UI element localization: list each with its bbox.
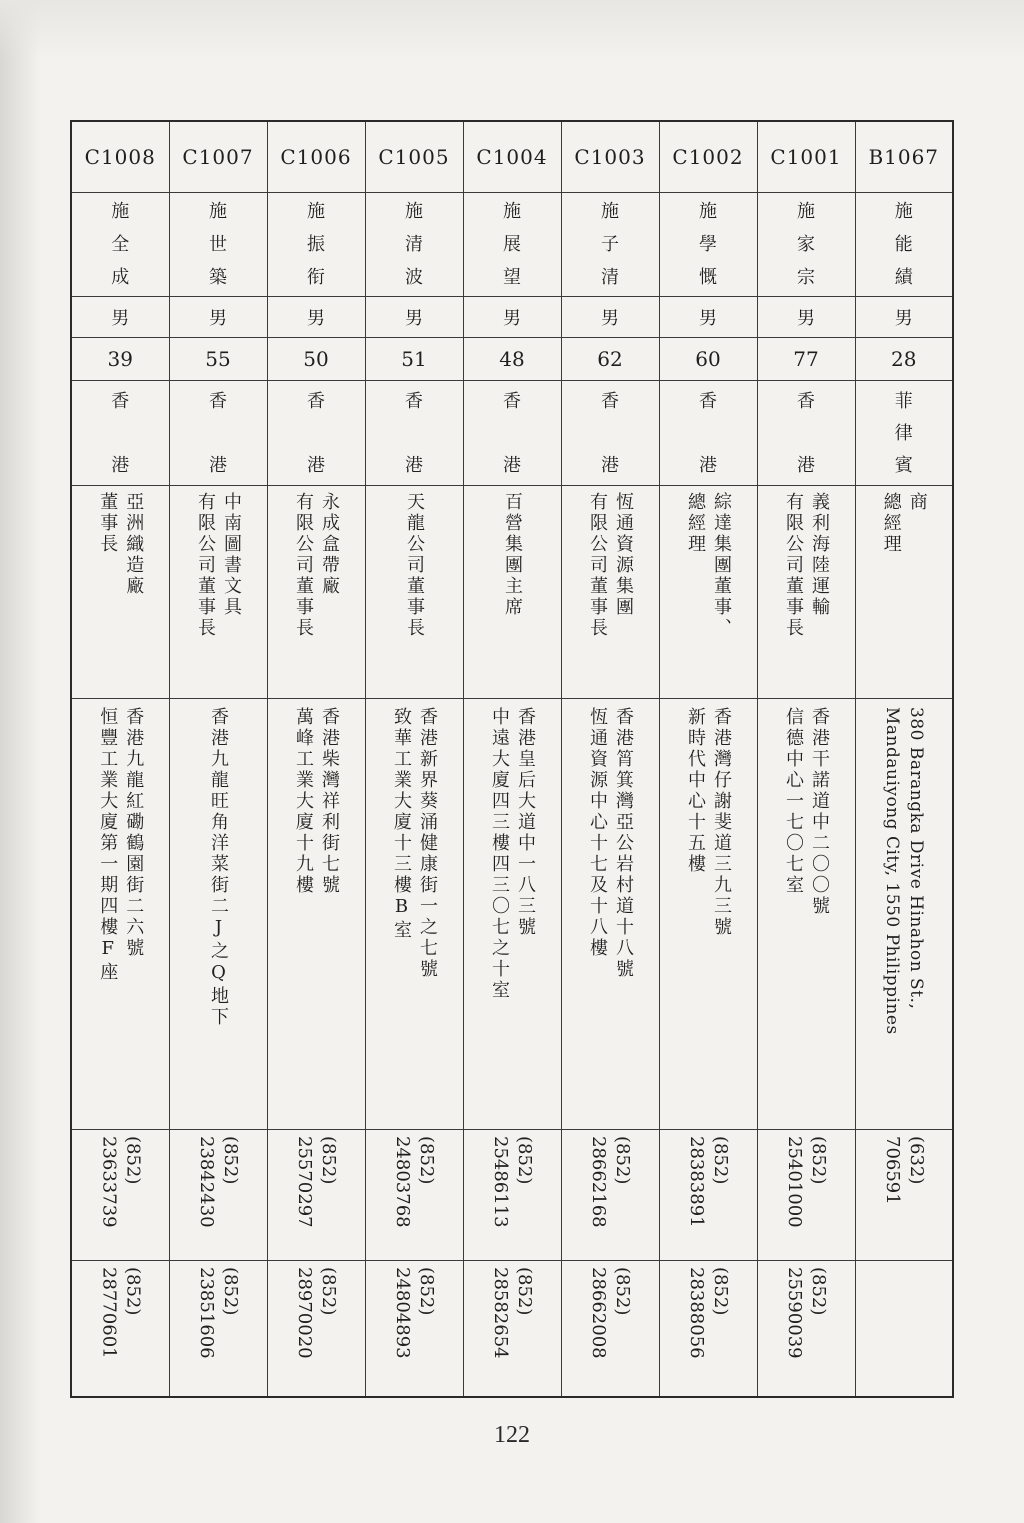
place-char: 港	[405, 455, 423, 476]
title-line: 中南圖書文具	[221, 492, 242, 618]
record-id: C1006	[280, 145, 352, 169]
record-place	[562, 381, 659, 477]
record-place	[758, 381, 855, 477]
record-title-cell	[463, 486, 561, 699]
phone-line: (852)	[612, 1136, 633, 1185]
record-sex-cell	[463, 297, 561, 338]
record-title-cell	[365, 486, 463, 699]
record-age: 77	[793, 347, 819, 371]
record-name	[268, 193, 365, 296]
name-char: 清	[405, 234, 423, 255]
record-id-cell	[267, 121, 365, 193]
address-line: 中遠大廈四三樓四三〇七之十室	[489, 707, 510, 1001]
phone-line: 28383891	[686, 1136, 707, 1228]
address-line: 萬峰工業大廈十九樓	[293, 707, 314, 896]
record-address	[486, 707, 538, 1125]
record-id: B1067	[868, 145, 940, 169]
record-id: C1001	[770, 145, 842, 169]
record-phone	[292, 1136, 340, 1256]
address-line: 恆通資源中心十七及十八樓	[587, 707, 608, 959]
record-fax	[782, 1267, 830, 1392]
place-char: 香	[111, 391, 130, 412]
record-sex-cell	[855, 297, 953, 338]
record-address-cell	[463, 699, 561, 1130]
record-address-cell	[169, 699, 267, 1130]
record-place	[366, 381, 463, 477]
fax-line: 28582654	[490, 1267, 511, 1359]
page-top-shadow	[0, 0, 1024, 60]
row-place	[71, 381, 953, 486]
row-id	[71, 121, 953, 193]
name-char: 績	[894, 267, 913, 288]
address-line: 380 Barangka Drive Hinahon St.,	[905, 707, 926, 1010]
record-place-cell	[71, 381, 169, 486]
record-age-cell	[757, 338, 855, 381]
name-char: 家	[797, 234, 815, 255]
record-phone	[684, 1136, 732, 1256]
record-name-cell	[463, 193, 561, 297]
page-edge-shadow	[0, 0, 40, 1523]
record-sex-cell	[757, 297, 855, 338]
address-line: 香港干諾道中二〇〇號	[809, 707, 830, 917]
address-line: 致華工業大廈十三樓B室	[391, 707, 412, 941]
record-place-cell	[659, 381, 757, 486]
record-age: 60	[695, 347, 721, 371]
record-fax	[292, 1267, 340, 1392]
record-name-cell	[365, 193, 463, 297]
fax-line: 24804893	[392, 1267, 413, 1359]
record-fax-cell	[757, 1261, 855, 1398]
record-fax-cell	[169, 1261, 267, 1398]
name-char: 展	[503, 234, 521, 255]
record-address-cell	[855, 699, 953, 1130]
record-place	[268, 381, 365, 477]
record-address-cell	[659, 699, 757, 1130]
record-id: C1005	[378, 145, 450, 169]
address-line: 香港筲箕灣亞公岩村道十八號	[613, 707, 634, 980]
address-line: 香港灣仔謝斐道三九三號	[711, 707, 732, 938]
place-char: 港	[111, 455, 130, 476]
record-fax	[586, 1267, 634, 1392]
phone-line: 23633739	[98, 1136, 120, 1228]
record-phone	[782, 1136, 830, 1256]
record-id: C1008	[84, 145, 156, 169]
record-fax-cell	[659, 1261, 757, 1398]
record-fax-cell	[365, 1261, 463, 1398]
record-id: C1002	[672, 145, 744, 169]
record-age-cell	[855, 338, 953, 381]
place-char: 港	[601, 455, 619, 476]
record-age: 39	[107, 347, 133, 371]
address-line: 香港九龍紅磡鶴園街二六號	[123, 707, 145, 959]
title-line: 有限公司董事長	[587, 492, 608, 639]
record-title	[290, 492, 342, 694]
record-address-cell	[561, 699, 659, 1130]
phone-line: 23842430	[196, 1136, 217, 1228]
record-name	[72, 193, 169, 296]
row-sex	[71, 297, 953, 338]
fax-line: 23851606	[196, 1267, 217, 1359]
record-sex: 男	[699, 308, 717, 329]
record-place-cell	[463, 381, 561, 486]
fax-line: 28388056	[686, 1267, 707, 1359]
record-fax-cell	[71, 1261, 169, 1398]
record-id: C1004	[476, 145, 548, 169]
record-place-cell	[267, 381, 365, 486]
record-name-cell	[855, 193, 953, 297]
record-title	[682, 492, 734, 694]
record-age: 48	[499, 347, 525, 371]
record-address-cell	[365, 699, 463, 1130]
record-fax-cell	[463, 1261, 561, 1398]
record-age-cell	[463, 338, 561, 381]
record-name-cell	[169, 193, 267, 297]
record-title-cell	[267, 486, 365, 699]
record-title	[192, 492, 244, 694]
place-char: 港	[797, 455, 815, 476]
fax-line: 28970020	[294, 1267, 315, 1359]
record-place-cell	[757, 381, 855, 486]
record-fax	[194, 1267, 242, 1392]
place-char: 香	[699, 391, 717, 412]
record-fax-cell	[267, 1261, 365, 1398]
record-name	[366, 193, 463, 296]
record-address	[205, 707, 231, 1125]
record-place	[170, 381, 267, 477]
record-fax	[488, 1267, 536, 1392]
place-char: 港	[503, 455, 521, 476]
record-name-cell	[757, 193, 855, 297]
record-id: C1003	[574, 145, 646, 169]
record-phone-cell	[463, 1130, 561, 1261]
record-sex-cell	[169, 297, 267, 338]
record-id-cell	[365, 121, 463, 193]
title-line: 恆通資源集團	[613, 492, 634, 618]
place-char: 港	[699, 455, 717, 476]
record-address	[584, 707, 636, 1125]
record-title-cell	[71, 486, 169, 699]
record-place-cell	[365, 381, 463, 486]
record-phone-cell	[757, 1130, 855, 1261]
phone-line: (632)	[905, 1136, 927, 1185]
phone-line: 25570297	[294, 1136, 315, 1228]
record-title-cell	[169, 486, 267, 699]
record-sex: 男	[503, 308, 521, 329]
title-line: 百營集團主席	[502, 492, 523, 618]
record-title	[499, 492, 525, 694]
name-char: 世	[209, 234, 227, 255]
record-id-cell	[463, 121, 561, 193]
page-number: 122	[494, 1422, 530, 1448]
record-title-cell	[855, 486, 953, 699]
record-address	[682, 707, 734, 1125]
record-age-cell	[169, 338, 267, 381]
record-age-cell	[365, 338, 463, 381]
record-title	[401, 492, 427, 694]
record-phone	[880, 1136, 928, 1256]
record-phone-cell	[169, 1130, 267, 1261]
row-address	[71, 699, 953, 1130]
title-line: 總經理	[880, 492, 902, 555]
name-char: 清	[601, 267, 619, 288]
address-line: 香港皇后大道中一八三號	[515, 707, 536, 938]
title-line: 有限公司董事長	[293, 492, 314, 639]
name-char: 全	[111, 234, 130, 255]
record-fax-cell	[855, 1261, 953, 1398]
record-name-cell	[561, 193, 659, 297]
record-sex: 男	[209, 308, 227, 329]
record-name-cell	[659, 193, 757, 297]
record-address-cell	[267, 699, 365, 1130]
record-name	[758, 193, 855, 296]
fax-line: (852)	[318, 1267, 339, 1316]
title-line: 商	[906, 492, 928, 513]
fax-line: (852)	[808, 1267, 829, 1316]
record-title-cell	[757, 486, 855, 699]
record-sex: 男	[111, 308, 130, 329]
fax-line: (852)	[514, 1267, 535, 1316]
address-line: Mandauiyong City, 1550 Philippines	[881, 707, 902, 1035]
record-name-cell	[71, 193, 169, 297]
record-title	[878, 492, 930, 694]
record-address	[880, 707, 928, 1125]
name-char: 能	[894, 234, 913, 255]
record-id-cell	[561, 121, 659, 193]
name-char: 慨	[699, 267, 717, 288]
record-phone-cell	[855, 1130, 953, 1261]
record-sex-cell	[561, 297, 659, 338]
phone-line: (852)	[710, 1136, 731, 1185]
record-sex-cell	[267, 297, 365, 338]
name-char: 振	[307, 234, 325, 255]
address-line: 信德中心一七〇七室	[783, 707, 804, 896]
record-id-cell	[169, 121, 267, 193]
title-line: 綜達集團董事、	[711, 492, 732, 639]
record-phone	[194, 1136, 242, 1256]
record-address	[290, 707, 342, 1125]
record-title	[94, 492, 146, 694]
record-fax	[684, 1267, 732, 1392]
fax-line: 28770601	[98, 1267, 120, 1359]
record-address	[388, 707, 440, 1125]
record-title	[780, 492, 832, 694]
title-line: 董事長	[97, 492, 119, 555]
phone-line: 25401000	[784, 1136, 805, 1228]
record-phone-cell	[267, 1130, 365, 1261]
record-place	[660, 381, 757, 477]
title-line: 天龍公司董事長	[404, 492, 425, 639]
name-char: 宗	[797, 267, 815, 288]
record-sex: 男	[405, 308, 423, 329]
phone-line: 24803768	[392, 1136, 413, 1228]
place-char: 香	[503, 391, 521, 412]
place-char: 賓	[894, 455, 913, 476]
record-age-cell	[267, 338, 365, 381]
title-line: 有限公司董事長	[783, 492, 804, 639]
row-phone	[71, 1130, 953, 1261]
name-char: 施	[601, 201, 619, 222]
record-title	[584, 492, 636, 694]
phone-line: (852)	[122, 1136, 144, 1185]
record-name	[464, 193, 561, 296]
record-place	[464, 381, 561, 477]
place-char: 香	[601, 391, 619, 412]
place-char: 香	[307, 391, 325, 412]
record-sex: 男	[797, 308, 815, 329]
record-fax	[390, 1267, 438, 1392]
record-place	[72, 381, 169, 477]
phone-line: (852)	[220, 1136, 241, 1185]
record-sex: 男	[601, 308, 619, 329]
name-char: 成	[111, 267, 130, 288]
record-sex-cell	[71, 297, 169, 338]
address-line: 新時代中心十五樓	[685, 707, 706, 875]
name-char: 施	[503, 201, 521, 222]
title-line: 總經理	[685, 492, 706, 555]
name-char: 衔	[307, 267, 325, 288]
phone-line: (852)	[514, 1136, 535, 1185]
registry-table	[70, 120, 954, 1398]
fax-line: 28662008	[588, 1267, 609, 1359]
name-char: 施	[209, 201, 227, 222]
record-phone	[390, 1136, 438, 1256]
record-id-cell	[855, 121, 953, 193]
phone-line: 25486113	[490, 1136, 511, 1228]
fax-line: 25590039	[784, 1267, 805, 1359]
record-name	[856, 193, 953, 296]
name-char: 望	[503, 267, 521, 288]
place-char: 港	[209, 455, 227, 476]
title-line: 義利海陸運輸	[809, 492, 830, 618]
place-char: 香	[209, 391, 227, 412]
record-place-cell	[169, 381, 267, 486]
record-phone	[488, 1136, 536, 1256]
place-char: 菲	[894, 391, 913, 412]
record-age: 51	[401, 347, 427, 371]
name-char: 施	[699, 201, 717, 222]
record-phone-cell	[71, 1130, 169, 1261]
address-line: 恒豐工業大廈第一期四樓F座	[97, 707, 119, 983]
phone-line: 706591	[881, 1136, 903, 1205]
record-fax	[96, 1267, 144, 1392]
name-char: 施	[894, 201, 913, 222]
record-name-cell	[267, 193, 365, 297]
record-id: C1007	[182, 145, 254, 169]
record-age: 62	[597, 347, 623, 371]
place-char: 港	[307, 455, 325, 476]
title-line: 亞洲織造廠	[123, 492, 145, 597]
phone-line: 28662168	[588, 1136, 609, 1228]
record-phone-cell	[365, 1130, 463, 1261]
record-name	[562, 193, 659, 296]
record-sex-cell	[365, 297, 463, 338]
address-line: 香港柴灣祥利街七號	[319, 707, 340, 896]
record-age-cell	[561, 338, 659, 381]
record-address	[780, 707, 832, 1125]
record-id-cell	[757, 121, 855, 193]
row-name	[71, 193, 953, 297]
name-char: 施	[111, 201, 130, 222]
record-address-cell	[71, 699, 169, 1130]
record-phone-cell	[659, 1130, 757, 1261]
phone-line: (852)	[808, 1136, 829, 1185]
record-fax	[892, 1267, 916, 1392]
fax-line: (852)	[710, 1267, 731, 1316]
record-place-cell	[561, 381, 659, 486]
phone-line: (852)	[318, 1136, 339, 1185]
name-char: 施	[307, 201, 325, 222]
record-age-cell	[659, 338, 757, 381]
name-char: 施	[405, 201, 423, 222]
fax-line: (852)	[416, 1267, 437, 1316]
name-char: 學	[699, 234, 717, 255]
row-title	[71, 486, 953, 699]
record-id-cell	[71, 121, 169, 193]
phone-line: (852)	[416, 1136, 437, 1185]
record-age: 50	[303, 347, 329, 371]
fax-line: (852)	[122, 1267, 144, 1316]
record-place	[856, 381, 953, 477]
record-title-cell	[659, 486, 757, 699]
record-sex: 男	[894, 308, 913, 329]
record-title-cell	[561, 486, 659, 699]
record-sex-cell	[659, 297, 757, 338]
name-char: 施	[797, 201, 815, 222]
title-line: 有限公司董事長	[195, 492, 216, 639]
record-address	[94, 707, 146, 1125]
record-phone-cell	[561, 1130, 659, 1261]
record-fax-cell	[561, 1261, 659, 1398]
record-id-cell	[659, 121, 757, 193]
place-char: 香	[797, 391, 815, 412]
address-line: 香港新界葵涌健康街一之七號	[417, 707, 438, 980]
record-name	[660, 193, 757, 296]
record-age-cell	[71, 338, 169, 381]
name-char: 築	[209, 267, 227, 288]
place-char: 律	[894, 423, 913, 444]
fax-line: (852)	[220, 1267, 241, 1316]
record-address-cell	[757, 699, 855, 1130]
address-line: 香港九龍旺角洋菜街二J之Q地下	[208, 707, 229, 1028]
record-phone	[586, 1136, 634, 1256]
fax-line: (852)	[612, 1267, 633, 1316]
record-sex: 男	[307, 308, 325, 329]
record-age: 55	[205, 347, 231, 371]
name-char: 子	[601, 234, 619, 255]
place-char: 香	[405, 391, 423, 412]
name-char: 波	[405, 267, 423, 288]
record-phone	[96, 1136, 144, 1256]
row-age	[71, 338, 953, 381]
record-name	[170, 193, 267, 296]
record-age: 28	[891, 347, 917, 371]
record-place-cell	[855, 381, 953, 486]
row-fax	[71, 1261, 953, 1398]
title-line: 永成盒帶廠	[319, 492, 340, 597]
